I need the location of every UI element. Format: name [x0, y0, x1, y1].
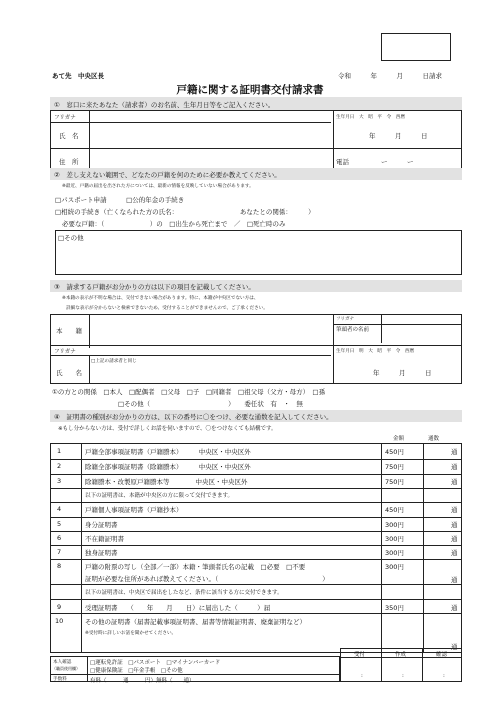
certificate-fee: 300円 — [385, 521, 404, 529]
row-10-unit[interactable]: 通 — [451, 643, 458, 651]
check-header: 確認 — [436, 652, 448, 658]
certificate-fee: 300円 — [385, 535, 404, 543]
certificate-number[interactable]: 5 — [57, 520, 62, 528]
receipt-time[interactable]: : — [361, 673, 363, 679]
check-time[interactable]: : — [443, 673, 445, 679]
section-3-note-1: ※本籍の表示が不明な場合は、交付できない場合があります。特に、本籍が中央区でない方は、 — [62, 296, 259, 301]
certificate-count-unit[interactable]: 通 — [451, 521, 458, 529]
fee-label: 手数料 — [53, 677, 67, 682]
request-date[interactable]: 令和 年 月 日請求 — [338, 72, 442, 80]
birth-label: 生年月日 大 昭 平 令 西暦 — [336, 115, 405, 120]
receipt-header: 受付 — [354, 652, 366, 658]
row-10-line-2: ※受付時に詳しいお話を聞かせてください。 — [85, 631, 177, 636]
name-field[interactable] — [91, 123, 331, 148]
certificate-name: 除籍全部事項証明書（除籍謄本） 中央区・中央区外 — [85, 463, 251, 471]
birth-date-field[interactable]: 年 月 日 — [369, 132, 428, 140]
other-purpose-label: □その他 — [58, 234, 84, 242]
required-koseki[interactable]: 必要な戸籍：（ ）の □出生から死亡まで ／ □死亡時のみ — [62, 220, 286, 228]
target-name-label: 氏 名 — [56, 369, 82, 377]
certificate-table — [50, 443, 462, 653]
relationship-other[interactable]: □その他（ ） 委任状 有 ・ 無 — [118, 400, 303, 408]
furigana-label: フリガナ — [54, 115, 76, 121]
col-count-header: 通数 — [428, 436, 440, 442]
other-purpose-box[interactable] — [55, 230, 462, 275]
row-8-unit[interactable]: 通 — [451, 576, 458, 584]
section-3-note-2: 詳細な表示が分からないと検索できないため、受付することができませんので、ご了承ください。 — [66, 306, 268, 311]
processing-box — [340, 648, 462, 682]
row-10-number[interactable]: 10 — [55, 617, 64, 625]
row-8-number[interactable]: 8 — [57, 562, 62, 570]
section-2-heading: ② 差し支えない範囲で、どなたの戸籍を何のために必要か教えてください。 — [50, 168, 462, 180]
purpose-option-1[interactable]: □パスポート申請 □公的年金の手続き — [55, 196, 185, 204]
target-birth-field[interactable]: 年 月 日 — [373, 369, 432, 377]
certificate-number[interactable]: 4 — [57, 505, 62, 513]
group-2-note: 以下の証明書は、本籍が中央区の方に限って交付できます。 — [85, 493, 234, 499]
row-9-fee: 350円 — [385, 604, 404, 612]
certificate-fee: 450円 — [385, 448, 404, 456]
phone-label: 電話 — [336, 158, 349, 166]
furigana-small-label: フリガナ — [336, 317, 355, 322]
certificate-name: 独身証明書 — [85, 549, 118, 557]
row-9-number[interactable]: 9 — [57, 603, 62, 611]
certificate-number[interactable]: 1 — [57, 447, 62, 455]
col-fee-header: 金額 — [393, 436, 405, 442]
section-3-heading: ③ 請求する戸籍がお分かりの方は以下の項目を記載してください。 — [50, 280, 462, 292]
certificate-fee: 750円 — [385, 478, 404, 486]
fee-line[interactable]: 有料（ 通 円）無料（ 通） — [90, 678, 195, 684]
certificate-count-unit[interactable]: 通 — [451, 549, 458, 557]
id-options-1[interactable]: □運転免許証 □パスポート □マイナンバーカード — [90, 660, 221, 666]
section-1-heading: ① 窓口に来たあなた（請求者）のお名前、生年月日等をご記入ください。 — [50, 97, 462, 110]
certificate-fee: 300円 — [385, 549, 404, 557]
id-options-2[interactable]: □健康保険証 □年金手帳 □その他 — [90, 668, 183, 674]
hittousha-label: 筆頭者の名前 — [336, 327, 370, 333]
certificate-count-unit[interactable]: 通 — [451, 448, 458, 456]
furigana-field[interactable] — [91, 111, 331, 122]
row-9-unit[interactable]: 通 — [451, 604, 458, 612]
staff-use-box — [50, 656, 340, 682]
certificate-number[interactable]: 3 — [57, 477, 62, 485]
honseki-label: 本 籍 — [56, 327, 82, 335]
relationship-options[interactable]: ①の方との関係 □本人 □配偶者 □父母 □子 □同籍者 □祖父母（父方・母方） □孫 — [52, 388, 326, 396]
address-label: 住 所 — [59, 158, 79, 166]
target-name-field[interactable] — [91, 365, 331, 384]
group-3-note: 以下の証明書は、中央区で届出をしたなど、条件に該当する方に交付できます。 — [85, 590, 283, 596]
certificate-name: 身分証明書 — [85, 521, 118, 529]
section-4-heading: ④ 証明書の種別がお分かりの方は、以下の番号に〇をつけ、必要な通数を記入してください。 — [50, 410, 462, 422]
staff-label: （職員使用欄） — [52, 666, 80, 671]
target-birth-label: 生年月日 明 大 昭 平 令 西暦 — [336, 349, 415, 354]
row-8-fee: 300円 — [385, 563, 404, 571]
honseki-field[interactable] — [91, 315, 331, 345]
section-4-note: ※もし分からない方は、受付で詳しくお話を伺いますので、〇をつけなくても結構です。 — [58, 426, 277, 432]
create-time[interactable]: : — [402, 673, 404, 679]
stamp-box — [381, 33, 451, 61]
certificate-number[interactable]: 6 — [57, 534, 62, 542]
form-title: 戸籍に関する証明書交付請求書 — [176, 84, 324, 96]
target-furigana-label: フリガナ — [54, 349, 76, 355]
honnin-label: 本人確認 — [53, 660, 72, 665]
section-2-note: ※最近、戸籍の届出を出された方については、最新の情報を反映していない場合があります。 — [62, 184, 254, 189]
row-8-line-2[interactable]: 証明が必要な住所があれば教えてください。（ ） — [85, 575, 329, 583]
row-9-name[interactable]: 受理証明書 （ 年 月 日）に届出した（ ）届 — [85, 604, 271, 612]
addressee: あて先 中央区長 — [52, 72, 104, 80]
target-table — [50, 314, 462, 384]
certificate-count-unit[interactable]: 通 — [451, 535, 458, 543]
certificate-fee: 750円 — [385, 463, 404, 471]
certificate-count-unit[interactable]: 通 — [451, 463, 458, 471]
certificate-fee: 450円 — [385, 506, 404, 514]
certificate-name: 戸籍全部事項証明書（戸籍謄本） 中央区・中央区外 — [85, 448, 251, 456]
certificate-number[interactable]: 2 — [57, 462, 62, 470]
create-header: 作成 — [395, 652, 407, 658]
row-10-line-1[interactable]: その他の証明書（届書記載事項証明書、届書等情報証明書、廃棄証明など） — [85, 618, 306, 626]
certificate-number[interactable]: 7 — [57, 548, 62, 556]
certificate-count-unit[interactable]: 通 — [451, 506, 458, 514]
certificate-name: 戸籍個人事項証明書（戸籍抄本） — [85, 506, 183, 514]
same-as-requester-checkbox[interactable]: □上記の請求者と同じ — [91, 359, 137, 364]
requester-table — [50, 110, 462, 173]
certificate-name: 除籍謄本・改製原戸籍謄本等 中央区・中央区外 — [85, 478, 248, 486]
purpose-option-inheritance[interactable]: □相続の手続き（亡くなられた方の氏名： あなたとの関係： ） — [55, 208, 315, 216]
row-8-line-1[interactable]: 戸籍の附票の写し（全部／一部）本籍・筆頭者氏名の記載 □必要 □不要 — [85, 563, 306, 571]
phone-field[interactable]: ー ー — [381, 158, 414, 166]
hittousha-field[interactable] — [383, 325, 461, 345]
certificate-name: 不在籍証明書 — [85, 535, 124, 543]
name-label: 氏 名 — [59, 132, 79, 140]
certificate-count-unit[interactable]: 通 — [451, 478, 458, 486]
